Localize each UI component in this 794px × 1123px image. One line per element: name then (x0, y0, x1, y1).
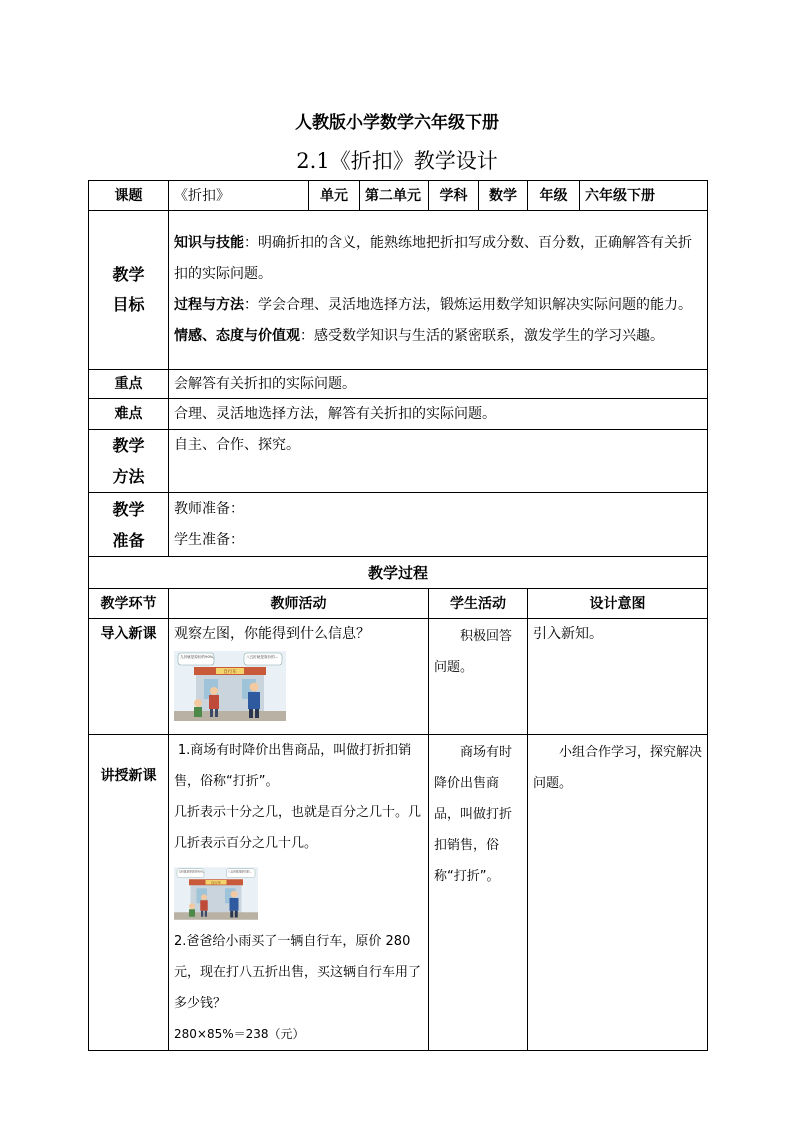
topic-value: 《折扣》 (169, 181, 309, 211)
key-label: 重点 (89, 370, 169, 399)
prep-content (169, 493, 708, 557)
grade-value: 六年级下册 (580, 181, 708, 211)
bubble-left-text: 九折就是原价的90%。 (180, 655, 217, 659)
intro-stage: 导入新课 (89, 619, 169, 735)
goals-row (89, 211, 708, 370)
teach-student: 商场有时降价出售商品，叫做打折扣销售，俗称“打折”。 (429, 735, 528, 1051)
goal-emotion-label: 情感、态度与价值观 (174, 328, 300, 344)
method-label (89, 430, 169, 493)
prep-row (89, 493, 708, 557)
col-stage: 教学环节 (89, 589, 169, 619)
shop-sign-text: 自行车 (223, 670, 237, 675)
teach-intent: 小组合作学习，探究解决问题。 (528, 735, 708, 1051)
intro-intent: 引入新知。 (528, 619, 708, 735)
goal-process-label: 过程与方法 (174, 297, 244, 313)
key-text: 会解答有关折扣的实际问题。 (169, 370, 708, 399)
unit-value: 第二单元 (360, 181, 429, 211)
intro-teacher-cell (169, 619, 429, 735)
goal-process-text: ：学会合理、灵活地选择方法，锻炼运用数学知识解决实际问题的能力。 (244, 297, 692, 313)
info-row (89, 181, 708, 211)
topic-label: 课题 (89, 181, 169, 211)
col-teacher: 教师活动 (169, 589, 429, 619)
goal-emotion (174, 321, 702, 352)
intro-student: 积极回答问题。 (429, 619, 528, 735)
process-columns-row (89, 589, 708, 619)
col-intent: 设计意图 (528, 589, 708, 619)
goals-label (89, 211, 169, 370)
process-header: 教学过程 (89, 557, 708, 589)
teach-teacher-cell (169, 735, 429, 1051)
shop-illustration (174, 651, 286, 721)
prep-label (89, 493, 169, 557)
shop-illustration-2 (174, 865, 258, 922)
teach-stage: 讲授新课 (89, 735, 169, 1051)
goal-knowledge (174, 228, 702, 290)
subject-value: 数学 (479, 181, 528, 211)
bubble-right-text: 八五折就是原价的… (246, 655, 279, 659)
method-text: 自主、合作、探究。 (169, 430, 708, 493)
difficulty-text: 合理、灵活地选择方法，解答有关折扣的实际问题。 (169, 399, 708, 430)
subject-label: 学科 (429, 181, 479, 211)
col-student: 学生活动 (429, 589, 528, 619)
goals-label-text: 教学目标 (112, 265, 145, 314)
bubble-left-2-text: 九折就是原价的90%。 (178, 870, 206, 874)
lesson-plan-table (88, 180, 708, 1051)
prep-teacher: 教师准备： (174, 500, 244, 517)
document-subtitle: 2.1《折扣》教学设计 (296, 149, 498, 173)
method-label-text: 教学方法 (112, 436, 145, 486)
prep-label-text: 教学准备 (112, 499, 145, 550)
difficulty-row (89, 399, 708, 430)
goals-content (169, 211, 708, 370)
teach-line4: 280×85%＝238（元） (174, 1027, 305, 1041)
teach-line1: 1.商场有时降价出售商品，叫做打折扣销售，俗称“打折”。 (174, 743, 412, 789)
intro-teacher-text: 观察左图，你能得到什么信息？ (174, 626, 370, 642)
grade-label: 年级 (528, 181, 580, 211)
document-title: 人教版小学数学六年级下册 (295, 113, 499, 133)
method-row (89, 430, 708, 493)
teach-line3: 2.爸爸给小雨买了一辆自行车，原价 280 元，现在打八五折出售，买这辆自行车用了多少钱？ (174, 934, 422, 1011)
goal-process (174, 290, 702, 321)
goal-knowledge-text: ：明确折扣的含义，能熟练地把折扣写成分数、百分数，正确解答有关折扣的实际问题。 (174, 235, 692, 282)
prep-student: 学生准备： (174, 531, 244, 548)
difficulty-label: 难点 (89, 399, 169, 430)
teach-row (89, 735, 708, 1051)
bubble-right-2-text: 八五折就是原价的… (228, 870, 253, 874)
unit-label: 单元 (309, 181, 360, 211)
shop-sign-2-text: 自行车 (210, 880, 222, 885)
teach-line2: 几折表示十分之几，也就是百分之几十。几几折表示百分之几十几。 (174, 805, 422, 851)
process-header-row (89, 557, 708, 589)
intro-row (89, 619, 708, 735)
goal-knowledge-label: 知识与技能 (174, 235, 244, 251)
goal-emotion-text: ：感受数学知识与生活的紧密联系，激发学生的学习兴趣。 (300, 328, 664, 344)
key-row (89, 370, 708, 399)
